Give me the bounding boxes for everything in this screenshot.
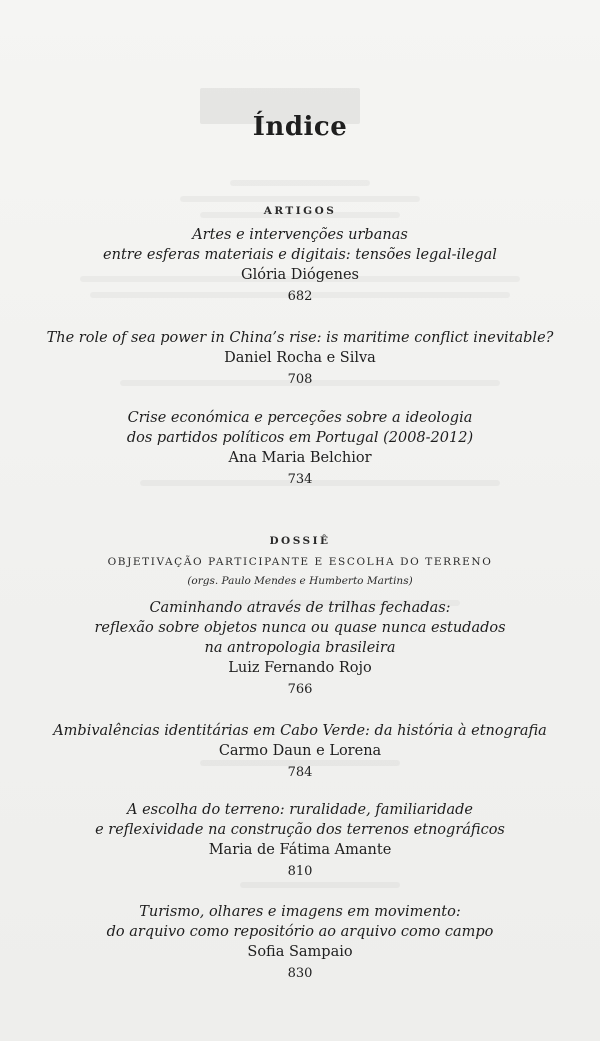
entry-page-number: 810: [287, 864, 313, 879]
dossie-organizers: (orgs. Paulo Mendes e Humberto Martins): [187, 575, 413, 587]
entry-title-line: Ambivalências identitárias em Cabo Verde: da história à etnografia: [53, 723, 547, 739]
entry-page-number: 766: [287, 682, 313, 697]
toc-entry[interactable]: [0, 721, 600, 783]
entry-author: Sofia Sampaio: [247, 944, 353, 960]
bleed-through-line: [180, 196, 420, 202]
entry-author: Carmo Daun e Lorena: [218, 743, 382, 759]
entry-title-line: na antropologia brasileira: [204, 640, 396, 656]
entry-title-line: Turismo, olhares e imagens em movimento:: [139, 904, 461, 920]
entry-title-line: Artes e intervenções urbanas: [192, 227, 408, 243]
entry-title-line: e reflexividade na construção dos terrenos etnográficos: [95, 822, 505, 838]
section-label-artigos: ARTIGOS: [263, 205, 337, 217]
entry-page-number: 830: [287, 966, 313, 981]
toc-entry[interactable]: [0, 800, 600, 882]
entry-page-number: 682: [287, 289, 313, 304]
entry-title-line: Crise económica e perceções sobre a ideologia: [127, 410, 473, 426]
entry-title-line: A escolha do terreno: ruralidade, familiaridade: [126, 802, 474, 818]
toc-entry[interactable]: [0, 328, 600, 390]
toc-entry[interactable]: [0, 225, 600, 307]
entry-author: Ana Maria Belchior: [228, 450, 372, 466]
entry-title-line: dos partidos políticos em Portugal (2008-2012): [126, 430, 474, 446]
entry-title-line: reflexão sobre objetos nunca ou quase nunca estudados: [94, 620, 506, 636]
entry-title-line: The role of sea power in China’s rise: is maritime conflict inevitable?: [46, 330, 554, 346]
section-label-dossie: DOSSIÊ: [269, 535, 331, 547]
entry-page-number: 784: [287, 765, 313, 780]
entry-title-line: Caminhando através de trilhas fechadas:: [149, 600, 451, 616]
dossie-subtitle: OBJETIVAÇÃO PARTICIPANTE E ESCOLHA DO TERRENO: [107, 556, 493, 568]
bleed-through-line: [240, 882, 400, 888]
page-title: Índice: [252, 112, 348, 142]
entry-page-number: 708: [287, 372, 313, 387]
toc-entry[interactable]: [0, 598, 600, 700]
entry-author: Luiz Fernando Rojo: [228, 660, 372, 676]
toc-entry[interactable]: [0, 902, 600, 984]
toc-entry[interactable]: [0, 408, 600, 490]
entry-title-line: do arquivo como repositório ao arquivo como campo: [106, 924, 494, 940]
bleed-through-line: [230, 180, 370, 186]
entry-author: Maria de Fátima Amante: [208, 842, 392, 858]
entry-title-line: entre esferas materiais e digitais: tensões legal-ilegal: [103, 247, 497, 263]
entry-author: Glória Diógenes: [241, 267, 359, 283]
entry-page-number: 734: [287, 472, 313, 487]
entry-author: Daniel Rocha e Silva: [224, 350, 376, 366]
